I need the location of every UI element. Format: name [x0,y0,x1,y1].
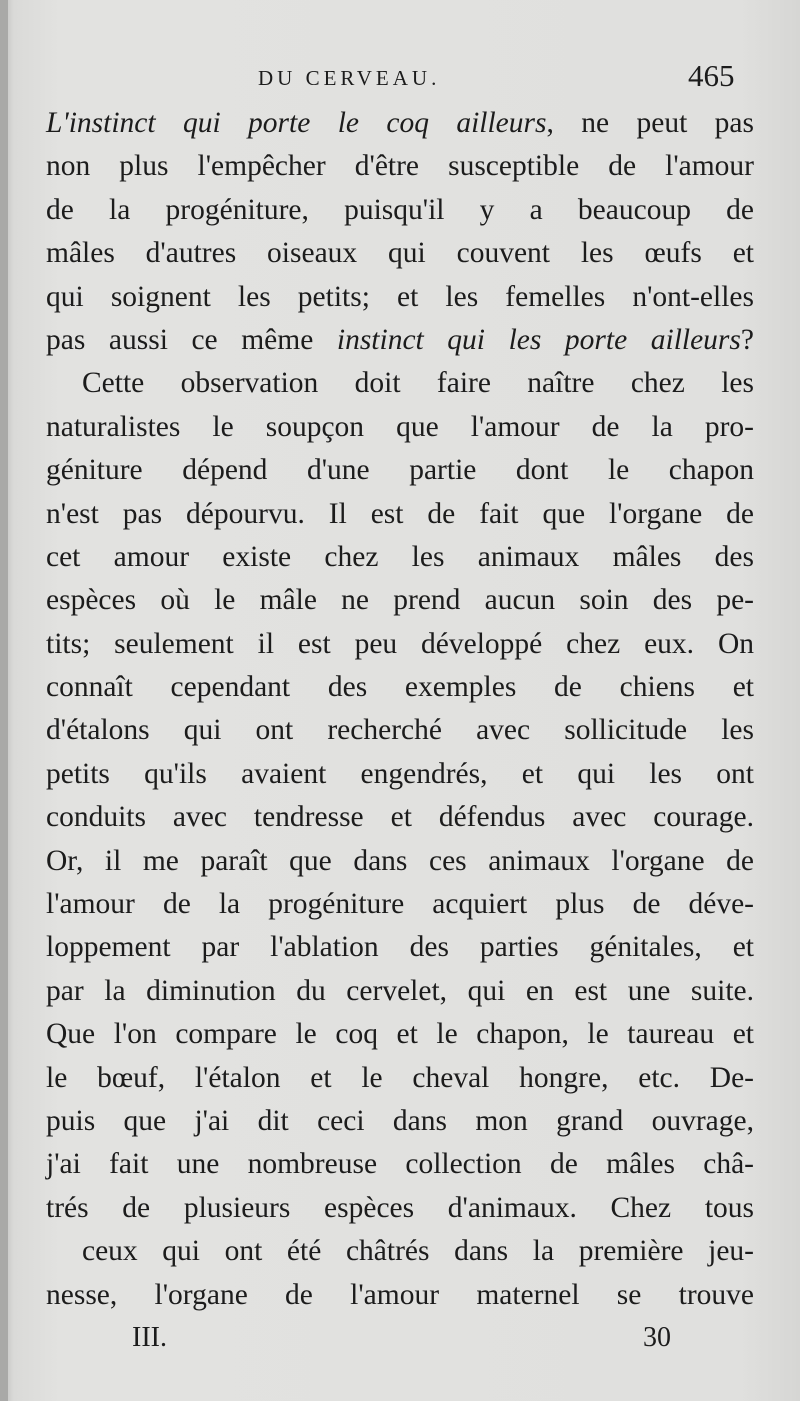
text-line [46,709,754,752]
text-segment: Cette observation doit faire naître chez les [82,367,754,400]
text-segment: ? [740,323,754,356]
text-line [46,1057,754,1100]
signature-mark: III. [132,1322,167,1353]
text-segment: conduits avec tendresse et défendus avec courage. [46,801,754,834]
text-segment: géniture dépend d'une partie dont le chapon [46,454,754,487]
text-line [46,796,754,839]
text-line [46,189,754,232]
text-segment: naturalistes le soupçon que l'amour de la pro- [46,410,754,443]
page-gutter-shadow [0,0,8,1401]
text-segment: l'amour de la progéniture acquiert plus de déve- [46,888,754,921]
text-segment: n'est pas dépourvu. Il est de fait que l'organe de [46,497,754,530]
text-segment: j'ai fait une nombreuse collection de mâles châ- [46,1148,754,1181]
text-segment: tits; seulement il est peu développé chez eux. On [46,627,754,660]
sheet-number: 30 [643,1322,671,1353]
text-line [46,840,754,883]
text-segment: cet amour existe chez les animaux mâles des [46,540,754,573]
text-line [46,1187,754,1230]
text-segment: Que l'on compare le coq et le chapon, le taureau et [46,1018,754,1051]
text-line [46,1274,754,1317]
text-line [46,449,754,492]
text-segment: ceux qui ont été châtrés dans la première jeu- [82,1235,754,1268]
italic-text-segment: L'instinct qui porte le coq ailleurs [46,107,547,139]
text-segment: qui soignent les petits; et les femelles n'ont-elles [46,280,754,313]
text-segment: pas aussi ce même [46,323,337,356]
text-segment: mâles d'autres oiseaux qui couvent les œufs et [46,237,754,270]
text-line [46,926,754,969]
text-segment: le bœuf, l'étalon et le cheval hongre, etc. De- [46,1061,754,1094]
text-segment: espèces où le mâle ne prend aucun soin des pe- [46,584,754,617]
text-line [46,1013,754,1056]
text-line [46,232,754,275]
text-line [46,666,754,709]
text-line [46,102,754,145]
text-segment: non plus l'empêcher d'être susceptible de l'amour [46,150,754,183]
text-line [46,623,754,666]
text-line [46,406,754,449]
text-segment: puis que j'ai dit ceci dans mon grand ouvrage, [46,1104,754,1137]
text-segment: petits qu'ils avaient engendrés, et qui les ont [46,757,754,790]
body-text [46,102,754,1317]
text-line [46,362,754,405]
text-line [46,1100,754,1143]
text-line [46,970,754,1013]
text-segment: par la diminution du cervelet, qui en est une suite. [46,974,754,1007]
text-line [46,1230,754,1273]
text-line [46,753,754,796]
text-segment: trés de plusieurs espèces d'animaux. Chez tous [46,1191,754,1224]
text-segment: loppement par l'ablation des parties génitales, et [46,931,754,964]
text-line [46,579,754,622]
text-segment: connaît cependant des exemples de chiens et [46,671,754,704]
text-line [46,319,754,362]
page-footer [0,1322,800,1372]
text-segment: nesse, l'organe de l'amour maternel se trouve [46,1278,754,1311]
text-segment: d'étalons qui ont recherché avec sollicitude les [46,714,754,747]
text-line [46,276,754,319]
text-line [46,536,754,579]
text-segment: Or, il me paraît que dans ces animaux l'organe de [46,844,754,877]
text-line [46,883,754,926]
italic-text-segment: instinct qui les porte ailleurs [336,323,741,356]
text-segment: de la progéniture, puisqu'il y a beaucoup de [46,193,754,226]
running-title: DU CERVEAU. [258,66,441,90]
running-head [0,58,800,98]
text-line [46,493,754,536]
text-line [46,145,754,188]
page-number: 465 [688,58,735,93]
text-segment: , ne peut pas [546,107,754,139]
text-line [46,1143,754,1186]
